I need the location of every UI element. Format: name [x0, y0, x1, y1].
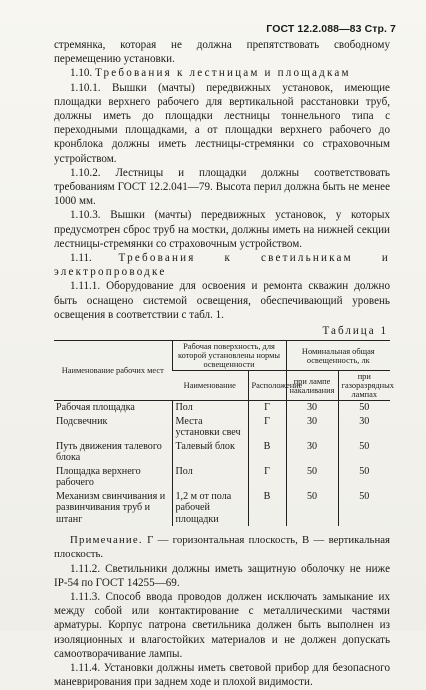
- section-title: Требования к светильникам и электропроводке: [54, 252, 390, 279]
- paragraph-1-11-3: 1.11.3. Способ ввода проводов должен исключать замыкание их между собой или контактирование с металлическими частями арматуры. Корпус патрона светильника должен быть выполнен из изоляционных и влагостойких материалов и не должен допускать самоотворачивание лампы.: [54, 591, 390, 660]
- header-incandescent: при лампе накаливания: [286, 371, 338, 401]
- gas-discharge-cell: 50: [338, 465, 390, 490]
- workplace-cell: Рабочая площадка: [56, 402, 135, 414]
- position-cell: В: [248, 440, 286, 465]
- header-workplace: Наименование рабочих мест: [54, 341, 172, 401]
- workplace-cell: Путь движения талевого блока: [56, 440, 162, 464]
- paragraph-1-11-1: 1.11.1. Оборудование для освоения и ремонта скважин должно быть оснащено системой освещения, обеспечивающий уровень освещения в соответствии с табл. 1.: [54, 280, 390, 321]
- surface-cell: Пол: [172, 465, 248, 490]
- gas-discharge-cell: 30: [338, 415, 390, 440]
- position-cell: Г: [248, 465, 286, 490]
- position-cell: В: [248, 490, 286, 527]
- header-surface-position: Расположение: [248, 371, 286, 401]
- gas-discharge-cell: 50: [338, 401, 390, 415]
- incandescent-cell: 50: [286, 465, 338, 490]
- section-number: 1.11.: [70, 252, 92, 265]
- note-text: Г — горизонтальная плоскость, В — вертикальная плоскость.: [54, 534, 390, 561]
- surface-cell: Места установки свеч: [172, 415, 248, 440]
- note-label: Примечание.: [70, 534, 143, 547]
- position-cell: Г: [248, 415, 286, 440]
- gas-discharge-cell: 50: [338, 490, 390, 527]
- incandescent-cell: 30: [286, 440, 338, 465]
- incandescent-cell: 30: [286, 401, 338, 415]
- workplace-cell: Механизм свинчивания и развинчивания труб и штанг: [56, 490, 166, 525]
- workplace-cell: Площадка верхнего рабочего: [56, 465, 141, 489]
- table-row: [54, 440, 390, 465]
- gas-discharge-cell: 50: [338, 440, 390, 465]
- paragraph-1-11-4: 1.11.4. Установки должны иметь световой прибор для безопасного маневрирования при заднем ходе и плохой видимости.: [54, 662, 390, 689]
- surface-cell: Пол: [172, 401, 248, 415]
- position-cell: Г: [248, 401, 286, 415]
- incandescent-cell: 30: [286, 415, 338, 440]
- paragraph-1-11-2: 1.11.2. Светильники должны иметь защитную оболочку не ниже IP-54 по ГОСТ 14255—69.: [54, 562, 390, 589]
- workplace-cell: Подсвечник: [56, 415, 108, 427]
- document-content: [54, 38, 394, 690]
- header-illumination: Номинальная общая освещенность, лк: [286, 341, 390, 371]
- paragraph-continuation: стремянка, которая не должна препятствовать свободному перемещению установки.: [54, 39, 390, 66]
- incandescent-cell: 50: [286, 490, 338, 527]
- illumination-table: [54, 340, 394, 526]
- table-row: [54, 401, 390, 415]
- table-note: [54, 533, 390, 561]
- surface-cell: 1,2 м от пола рабочей площадки: [172, 490, 248, 527]
- paragraph-1-10-3: 1.10.3. Вышки (мачты) передвижных установок, у которых предусмотрен сброс труб на мостки, должны иметь на нижней секции лестницы-стремянки со страховочным устройством.: [54, 209, 390, 250]
- surface-cell: Талевый блок: [172, 440, 248, 465]
- section-heading-1-11: [54, 251, 390, 279]
- section-title: Требования к лестницам и площадкам: [94, 67, 351, 80]
- table-row: [54, 490, 390, 527]
- header-surface-name: Наименование: [172, 371, 248, 401]
- paragraph-1-10-1: 1.10.1. Вышки (мачты) передвижных установок, имеющие площадки верхнего рабочего для вертикальной расстановки труб, должны иметь до площадки лестницы тоннельного типа с переходными площадками, а от площадки верхнего рабочего до кронблока должны иметь лестницы-стремянки со страховочным устройством.: [54, 81, 390, 165]
- table-caption: Таблица 1: [322, 325, 388, 338]
- header-work-surface: Рабочая поверхность, для которой установлены нормы освещенности: [172, 341, 286, 371]
- paragraph-1-10-2: 1.10.2. Лестницы и площадки должны соответствовать требованиям ГОСТ 12.2.041—79. Высота перил должна быть не менее 1000 мм.: [54, 166, 390, 208]
- page-header: ГОСТ 12.2.088—83 Стр. 7: [266, 23, 396, 35]
- table-row: [54, 415, 390, 440]
- section-heading-1-10: [54, 66, 390, 80]
- header-gas-discharge: при газоразрядных лампах: [338, 371, 390, 401]
- section-number: 1.10.: [70, 67, 93, 80]
- table-row: [54, 465, 390, 490]
